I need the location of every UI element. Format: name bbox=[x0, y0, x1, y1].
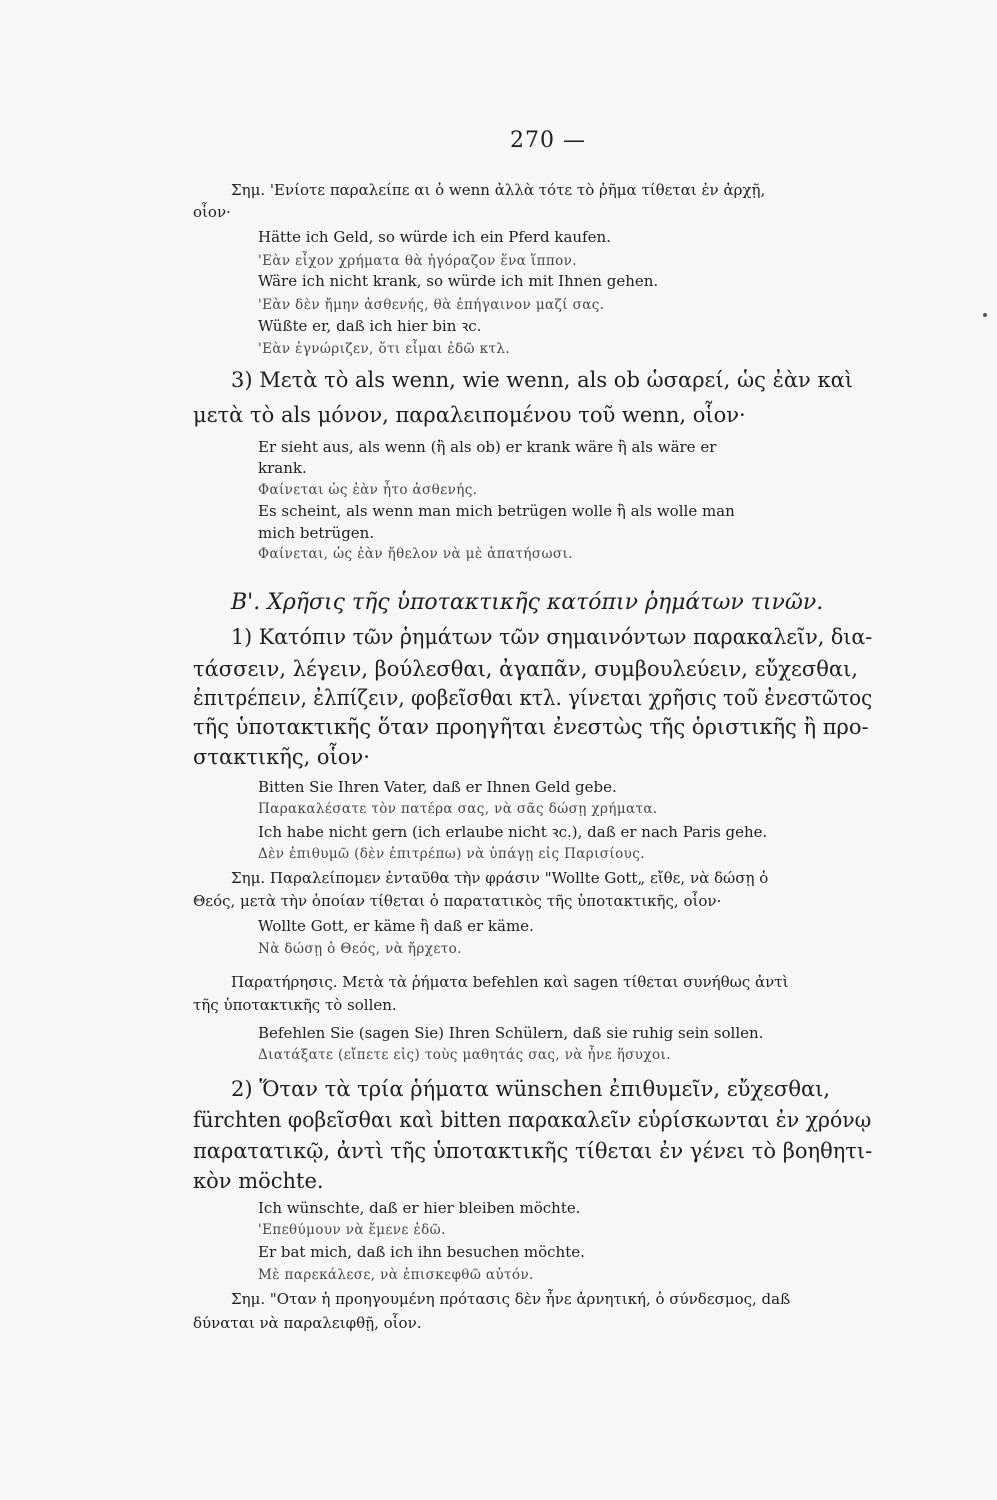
note-line: οἷον· bbox=[193, 203, 231, 221]
speck bbox=[983, 313, 987, 317]
section-heading: Β'. Χρῆσις τῆς ὑποτακτικῆς κατόπιν ῥημάτων τινῶν. bbox=[231, 590, 824, 615]
greek-translation: 'Επεθύμουν νὰ ἔμενε ἐδῶ. bbox=[258, 1222, 446, 1238]
german-example: Ich habe nicht gern (ich erlaube nicht ꝛc.), daß er nach Paris gehe. bbox=[258, 823, 768, 841]
body-line: 3) Μετὰ τὸ als wenn, wie wenn, als ob ὡσαρεί, ὡς ἐὰν καὶ bbox=[231, 368, 854, 392]
body-line: 1) Κατόπιν τῶν ῥημάτων τῶν σημαινόντων παρακαλεῖν, δια- bbox=[231, 625, 873, 649]
body-line: fürchten φοβεῖσθαι καὶ bitten παρακαλεῖν εὑρίσκωνται ἐν χρόνῳ bbox=[193, 1108, 872, 1132]
body-line: τῆς ὑποτακτικῆς ὅταν προηγῆται ἐνεστὼς τῆς ὁριστικῆς ἢ προ- bbox=[193, 715, 869, 739]
greek-translation: Φαίνεται, ὡς ἐὰν ἤθελον νὰ μὲ ἀπατήσωσι. bbox=[258, 546, 573, 562]
remark-line: τῆς ὑποτακτικῆς τὸ sollen. bbox=[193, 996, 397, 1014]
german-example: Wollte Gott, er käme ἢ daß er käme. bbox=[258, 917, 534, 935]
note-line: Σημ. 'Ενίοτε παραλείπε αι ὁ wenn ἀλλὰ τότε τὸ ῥῆμα τίθεται ἐν ἀρχῇ, bbox=[231, 181, 766, 199]
german-example: Bitten Sie Ihren Vater, daß er Ihnen Geld gebe. bbox=[258, 778, 617, 796]
german-example: Hätte ich Geld, so würde ich ein Pferd kaufen. bbox=[258, 228, 611, 246]
greek-translation: Φαίνεται ὡς ἐὰν ἦτο ἀσθενής. bbox=[258, 482, 478, 498]
body-line: ἐπιτρέπειν, ἐλπίζειν, φοβεῖσθαι κτλ. γίνεται χρῆσις τοῦ ἐνεστῶτος bbox=[193, 686, 873, 710]
greek-translation: Δὲν ἐπιθυμῶ (δὲν ἐπιτρέπω) νὰ ὑπάγῃ εἰς Παρισίους. bbox=[258, 846, 645, 862]
german-example: mich betrügen. bbox=[258, 524, 375, 542]
body-line: στακτικῆς, οἷον· bbox=[193, 745, 370, 769]
german-example: krank. bbox=[258, 459, 307, 477]
greek-translation: 'Εὰν ἐγνώριζεν, ὅτι εἶμαι ἐδῶ κτλ. bbox=[258, 341, 511, 357]
note-line: Σημ. Παραλείπομεν ἐνταῦθα τὴν φράσιν "Wollte Gott„ εἴθε, νὰ δώσῃ ὁ bbox=[231, 869, 769, 887]
german-example: Er bat mich, daß ich ihn besuchen möchte. bbox=[258, 1243, 585, 1261]
german-example: Befehlen Sie (sagen Sie) Ihren Schülern, daß sie ruhig sein sollen. bbox=[258, 1024, 764, 1042]
german-example: Wüßte er, daß ich hier bin ꝛc. bbox=[258, 317, 482, 335]
note-line: δύναται νὰ παραλειφθῇ, οἷον. bbox=[193, 1314, 422, 1332]
note-line: Θεός, μετὰ τὴν ὁποίαν τίθεται ὁ παρατατικὸς τῆς ὑποτακτικῆς, οἷον· bbox=[193, 892, 722, 910]
page-number: 270 — bbox=[510, 128, 586, 153]
german-example: Er sieht aus, als wenn (ἢ als ob) er krank wäre ἢ als wäre er bbox=[258, 438, 717, 456]
body-line: μετὰ τὸ als μόνον, παραλειπομένου τοῦ wenn, οἷον· bbox=[193, 403, 746, 427]
body-line: 2) Ὅταν τὰ τρία ῥήματα wünschen ἐπιθυμεῖν, εὔχεσθαι, bbox=[231, 1077, 831, 1101]
greek-translation: Νὰ δώσῃ ὁ Θεός, νὰ ἤρχετο. bbox=[258, 941, 462, 957]
remark-line: Παρατήρησις. Μετὰ τὰ ῥήματα befehlen καὶ sagen τίθεται συνήθως ἀντὶ bbox=[231, 973, 789, 991]
body-line: κὸν möchte. bbox=[193, 1169, 324, 1193]
body-line: παρατατικῷ, ἀντὶ τῆς ὑποτακτικῆς τίθεται ἐν γένει τὸ βοηθητι- bbox=[193, 1139, 873, 1163]
german-example: Ich wünschte, daß er hier bleiben möchte. bbox=[258, 1199, 581, 1217]
german-example: Wäre ich nicht krank, so würde ich mit Ihnen gehen. bbox=[258, 272, 659, 290]
note-line: Σημ. "Οταν ἡ προηγουμένη πρότασις δὲν ἦνε ἀρνητική, ὁ σύνδεσμος, daß bbox=[231, 1290, 791, 1308]
greek-translation: Μὲ παρεκάλεσε, νὰ ἐπισκεφθῶ αὐτόν. bbox=[258, 1267, 534, 1283]
greek-translation: 'Εὰν εἶχον χρήματα θὰ ἠγόραζον ἕνα ἵππον. bbox=[258, 253, 577, 269]
body-line: τάσσειν, λέγειν, βούλεσθαι, ἀγαπᾶν, συμβουλεύειν, εὔχεσθαι, bbox=[193, 657, 858, 681]
greek-translation: 'Εὰν δὲν ἤμην ἀσθενής, θὰ ἐπήγαινον μαζί σας. bbox=[258, 297, 605, 313]
german-example: Es scheint, als wenn man mich betrügen wolle ἢ als wolle man bbox=[258, 502, 735, 520]
greek-translation: Διατάξατε (εἴπετε εἰς) τοὺς μαθητάς σας, νὰ ἦνε ἥσυχοι. bbox=[258, 1047, 671, 1063]
greek-translation: Παρακαλέσατε τὸν πατέρα σας, νὰ σᾶς δώσῃ χρήματα. bbox=[258, 801, 658, 817]
